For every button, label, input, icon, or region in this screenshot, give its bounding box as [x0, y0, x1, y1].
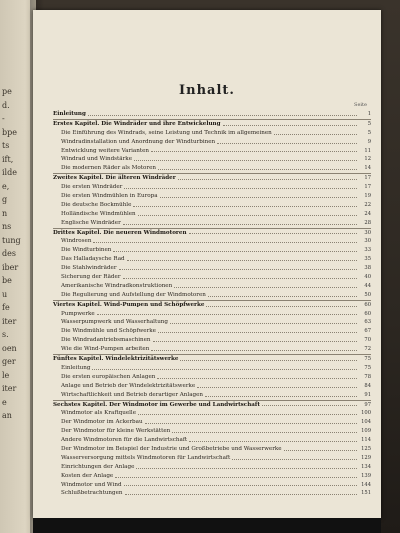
adjacent-page-text-fragment: n: [2, 208, 8, 218]
toc-entry-row: [53, 264, 371, 273]
toc-leader-dots: [134, 155, 357, 161]
toc-entry-label: Viertes Kapitel. Wind-Pumpen und Schöpfwerke: [53, 301, 205, 308]
toc-leader-dots: [206, 301, 357, 307]
toc-page-number: 104: [361, 419, 371, 426]
toc-leader-dots: [123, 219, 357, 225]
toc-entry-row: [53, 454, 371, 463]
adjacent-page-text-fragment: ilde: [2, 168, 17, 177]
toc-page-number: 97: [364, 401, 371, 408]
toc-page-number: 44: [364, 282, 371, 289]
toc-page-number: 5: [367, 129, 371, 136]
adjacent-page-text-fragment: be: [2, 276, 12, 285]
toc-chapter-row: [53, 300, 371, 310]
toc-leader-dots: [170, 318, 357, 324]
toc-leader-dots: [124, 183, 357, 189]
toc-entry-label: Fünftes Kapitel. Windelektrizitätswerke: [53, 356, 179, 363]
toc-leader-dots: [136, 463, 357, 469]
toc-entry-row: [53, 345, 371, 354]
toc-page-number: 30: [364, 229, 371, 236]
toc-entry-label: Die Regulierung und Aufstellung der Windmotoren: [53, 291, 208, 300]
toc-leader-dots: [124, 481, 357, 487]
toc-leader-dots: [232, 454, 357, 460]
toc-leader-dots: [97, 310, 357, 316]
toc-page-number: 12: [364, 156, 371, 163]
toc-page-number: 50: [364, 291, 371, 298]
toc-entry-row: [53, 481, 371, 490]
toc-entry-label: Windrad und Windstärke: [53, 155, 134, 164]
toc-entry-row: [53, 472, 371, 481]
toc-entry-row: [53, 210, 371, 219]
toc-entry-row: [53, 427, 371, 436]
toc-entry-row: [53, 391, 371, 400]
adjacent-page-text-fragment: fe: [2, 303, 10, 312]
toc-entry-label: Windrosen: [53, 237, 93, 246]
toc-leader-dots: [157, 373, 357, 379]
toc-leader-dots: [113, 246, 357, 252]
toc-entry-label: Wasserversorgung mittels Windmotoren für Landwirtschaft: [53, 454, 232, 463]
adjacent-page-text-fragment: d.: [2, 100, 10, 110]
toc-page-number: 33: [364, 247, 371, 254]
toc-leader-dots: [133, 201, 357, 207]
toc-entry-label: Englische Windräder: [53, 219, 123, 228]
toc-leader-dots: [178, 174, 357, 180]
toc-entry-row: [53, 418, 371, 427]
toc-entry-label: Die Einführung des Windrads, seine Leistung und Technik im allgemeinen: [53, 129, 274, 138]
toc-leader-dots: [127, 255, 357, 261]
toc-chapter-row: [53, 173, 371, 183]
toc-page-number: 5: [367, 120, 371, 127]
toc-entry-label: Entwicklung weitere Varianten: [53, 147, 151, 156]
toc-leader-dots: [180, 355, 357, 361]
page-bottom-shadow: [33, 518, 381, 533]
toc-page-number: 75: [364, 356, 371, 363]
toc-page-number: 14: [364, 165, 371, 172]
toc-page-number: 84: [364, 382, 371, 389]
toc-chapter-row: [53, 228, 371, 238]
toc-leader-dots: [205, 391, 357, 397]
adjacent-page-text-fragment: -: [2, 114, 5, 123]
adjacent-page-text-fragment: e: [2, 397, 7, 407]
toc-entry-label: Die modernen Räder als Motoren: [53, 164, 158, 173]
toc-page-number: 139: [361, 472, 371, 479]
toc-entry-label: Drittes Kapitel. Die neueren Windmotoren: [53, 229, 187, 236]
toc-leader-dots: [174, 282, 357, 288]
toc-page-number: 19: [364, 193, 371, 200]
toc-entry-row: [53, 192, 371, 201]
toc-leader-dots: [93, 237, 357, 243]
adjacent-page-text-fragment: pe: [2, 87, 12, 96]
adjacent-page-text-fragment: ns: [2, 222, 12, 231]
adjacent-page-text-fragment: ger: [2, 357, 16, 366]
toc-entry-row: [53, 273, 371, 282]
toc-page-number: 40: [364, 274, 371, 281]
toc-entry-label: Einleitung: [53, 111, 86, 117]
toc-chapter-row: [53, 354, 371, 364]
toc-leader-dots: [123, 273, 358, 279]
toc-page-number: 28: [364, 219, 371, 226]
toc-entry-row: [53, 382, 371, 391]
toc-leader-dots: [88, 110, 357, 116]
toc-entry-row: [53, 237, 371, 246]
toc-page-number: 17: [364, 175, 371, 182]
toc-leader-dots: [145, 418, 357, 424]
toc-entry-row: [53, 445, 371, 454]
toc-entry-row: [53, 246, 371, 255]
toc-entry-row: [53, 364, 371, 373]
toc-leader-dots: [284, 445, 357, 451]
toc-entry-row: [53, 310, 371, 319]
toc-leader-dots: [138, 210, 357, 216]
toc-leader-dots: [151, 345, 357, 351]
toc-page-number: 63: [364, 319, 371, 326]
toc-entry-label: Die Stahlwindräder: [53, 264, 119, 273]
toc-leader-dots: [119, 264, 357, 270]
toc-entry-label: Windmotor als Kraftquelle: [53, 409, 138, 418]
adjacent-page-text-fragment: oen: [2, 343, 17, 353]
toc-entry-label: Die Windradantriebsmaschinen: [53, 336, 153, 345]
table-of-contents: [53, 110, 371, 498]
toc-page-number: 109: [361, 428, 371, 435]
adjacent-page-text-fragment: iber: [2, 262, 19, 272]
adjacent-page-text-fragment: e,: [2, 181, 10, 191]
book-page: [33, 10, 381, 518]
toc-entry-row: [53, 409, 371, 418]
adjacent-page-text-fragment: ift,: [2, 154, 14, 164]
toc-leader-dots: [172, 427, 357, 433]
toc-entry-label: Zweites Kapitel. Die älteren Windräder: [53, 175, 176, 182]
toc-page-number: 134: [361, 463, 371, 470]
toc-leader-dots: [158, 164, 357, 170]
toc-entry-label: Schlußbetrachtungen: [53, 489, 125, 498]
toc-entry-label: Die deutsche Bockmühle: [53, 201, 133, 210]
toc-page-number: 9: [367, 138, 371, 145]
toc-entry-row: [53, 138, 371, 147]
toc-entry-row: [53, 129, 371, 138]
toc-page-number: 125: [361, 445, 371, 452]
toc-entry-row: [53, 147, 371, 156]
toc-entry-row: [53, 201, 371, 210]
toc-entry-row: [53, 327, 371, 336]
toc-page-number: 30: [364, 238, 371, 245]
toc-entry-label: Anlage und Betrieb der Windelektrizitätswerke: [53, 382, 197, 391]
toc-page-number: 60: [364, 310, 371, 317]
toc-entry-label: Das Halladaysche Rad: [53, 255, 127, 264]
toc-chapter-row: [53, 400, 371, 410]
toc-page-number: 144: [361, 481, 371, 488]
toc-page-number: 60: [364, 301, 371, 308]
toc-leader-dots: [208, 291, 357, 297]
toc-entry-label: Die Windmühle und Schöpfwerke: [53, 327, 158, 336]
toc-page-number: 78: [364, 373, 371, 380]
toc-leader-dots: [160, 192, 357, 198]
toc-entry-label: Der Windmotor für kleine Werkstätten: [53, 427, 172, 436]
toc-leader-dots: [197, 382, 357, 388]
adjacent-page-text-fragment: ts: [2, 141, 10, 150]
toc-chapter-row: [53, 110, 371, 119]
toc-page-number: 17: [364, 184, 371, 191]
toc-leader-dots: [274, 129, 357, 135]
toc-entry-label: Amerikanische Windradkonstruktionen: [53, 282, 174, 291]
adjacent-page-text-fragment: iter: [2, 384, 17, 393]
toc-leader-dots: [262, 401, 357, 407]
toc-entry-label: Die ersten Windräder: [53, 183, 124, 192]
adjacent-page-text-fragment: bpe: [2, 127, 17, 137]
toc-page-number: 100: [361, 410, 371, 417]
toc-entry-label: Erstes Kapitel. Die Windräder und ihre Entwickelung: [53, 120, 221, 127]
toc-entry-row: [53, 183, 371, 192]
toc-page-number: 11: [364, 147, 371, 154]
toc-entry-row: [53, 219, 371, 228]
toc-entry-label: Windradinstallation und Anordnung der Windturbinen: [53, 138, 217, 147]
toc-page-number: 22: [364, 201, 371, 208]
toc-leader-dots: [153, 336, 357, 342]
toc-leader-dots: [158, 327, 357, 333]
toc-entry-label: Windmotor und Wind: [53, 481, 124, 490]
adjacent-page-text-fragment: u: [2, 289, 8, 299]
toc-entry-row: [53, 255, 371, 264]
toc-page-number: 72: [364, 346, 371, 353]
toc-leader-dots: [115, 472, 357, 478]
toc-entry-label: Holländische Windmühlen: [53, 210, 138, 219]
toc-leader-dots: [223, 120, 358, 126]
toc-entry-label: Pumpwerke: [53, 310, 97, 319]
toc-entry-label: Wasserpumpwerk und Wasserhaltung: [53, 318, 170, 327]
toc-entry-row: [53, 282, 371, 291]
toc-leader-dots: [125, 489, 357, 495]
toc-leader-dots: [151, 147, 357, 153]
toc-chapter-row: [53, 119, 371, 129]
page-column-header: Seite: [354, 102, 367, 108]
adjacent-page-text-fragment: des: [2, 249, 16, 258]
toc-page-number: 67: [364, 328, 371, 335]
toc-entry-label: Andere Windmotoren für die Landwirtschaft: [53, 436, 189, 445]
toc-entry-row: [53, 155, 371, 164]
toc-entry-row: [53, 373, 371, 382]
toc-entry-row: [53, 291, 371, 300]
adjacent-page-text-fragment: an: [2, 411, 12, 420]
adjacent-page-text-fragment: s.: [2, 330, 9, 339]
toc-entry-label: Sicherung der Räder: [53, 273, 123, 282]
toc-entry-label: Die Windturbinen: [53, 246, 113, 255]
toc-entry-row: [53, 463, 371, 472]
toc-leader-dots: [189, 436, 357, 442]
toc-leader-dots: [92, 364, 357, 370]
toc-leader-dots: [189, 229, 357, 235]
toc-page-number: 151: [361, 490, 371, 497]
toc-page-number: 70: [364, 337, 371, 344]
toc-page-number: 24: [364, 210, 371, 217]
adjacent-page-text-fragment: g: [2, 195, 8, 204]
toc-leader-dots: [217, 138, 357, 144]
toc-entry-row: [53, 318, 371, 327]
toc-entry-label: Der Windmotor im Ackerbau: [53, 418, 145, 427]
toc-page-number: 1: [367, 111, 371, 117]
toc-entry-row: [53, 336, 371, 345]
toc-page-number: 129: [361, 454, 371, 461]
toc-entry-label: Die ersten europäischen Anlagen: [53, 373, 157, 382]
toc-page-number: 75: [364, 364, 371, 371]
toc-entry-label: Wie die Wind-Pumpen arbeiten: [53, 345, 151, 354]
toc-entry-label: Einleitung: [53, 364, 92, 373]
adjacent-page-text-fragment: iter: [2, 316, 17, 326]
toc-leader-dots: [138, 409, 357, 415]
toc-entry-label: Kosten der Anlage: [53, 472, 115, 481]
toc-page-number: 35: [364, 256, 371, 263]
toc-entry-label: Wirtschaftlichkeit und Betrieb derartiger Anlagen: [53, 391, 205, 400]
adjacent-page-text-fragment: tung: [2, 235, 21, 245]
toc-entry-label: Der Windmotor im Beispiel der Industrie und Großbetriebe und Wasserwerke: [53, 445, 284, 454]
toc-page-number: 38: [364, 265, 371, 272]
toc-page-number: 91: [364, 391, 371, 398]
page-title: Inhalt.: [179, 83, 235, 98]
toc-entry-row: [53, 489, 371, 498]
toc-entry-label: Einrichtungen der Anlage: [53, 463, 136, 472]
toc-entry-label: Sechstes Kapitel. Der Windmotor im Gewerbe und Landwirtschaft: [53, 401, 260, 408]
toc-entry-row: [53, 164, 371, 173]
toc-entry-label: Die ersten Windmühlen in Europa: [53, 192, 160, 201]
toc-page-number: 114: [361, 437, 371, 444]
adjacent-page-text-fragment: le: [2, 370, 10, 380]
toc-entry-row: [53, 436, 371, 445]
